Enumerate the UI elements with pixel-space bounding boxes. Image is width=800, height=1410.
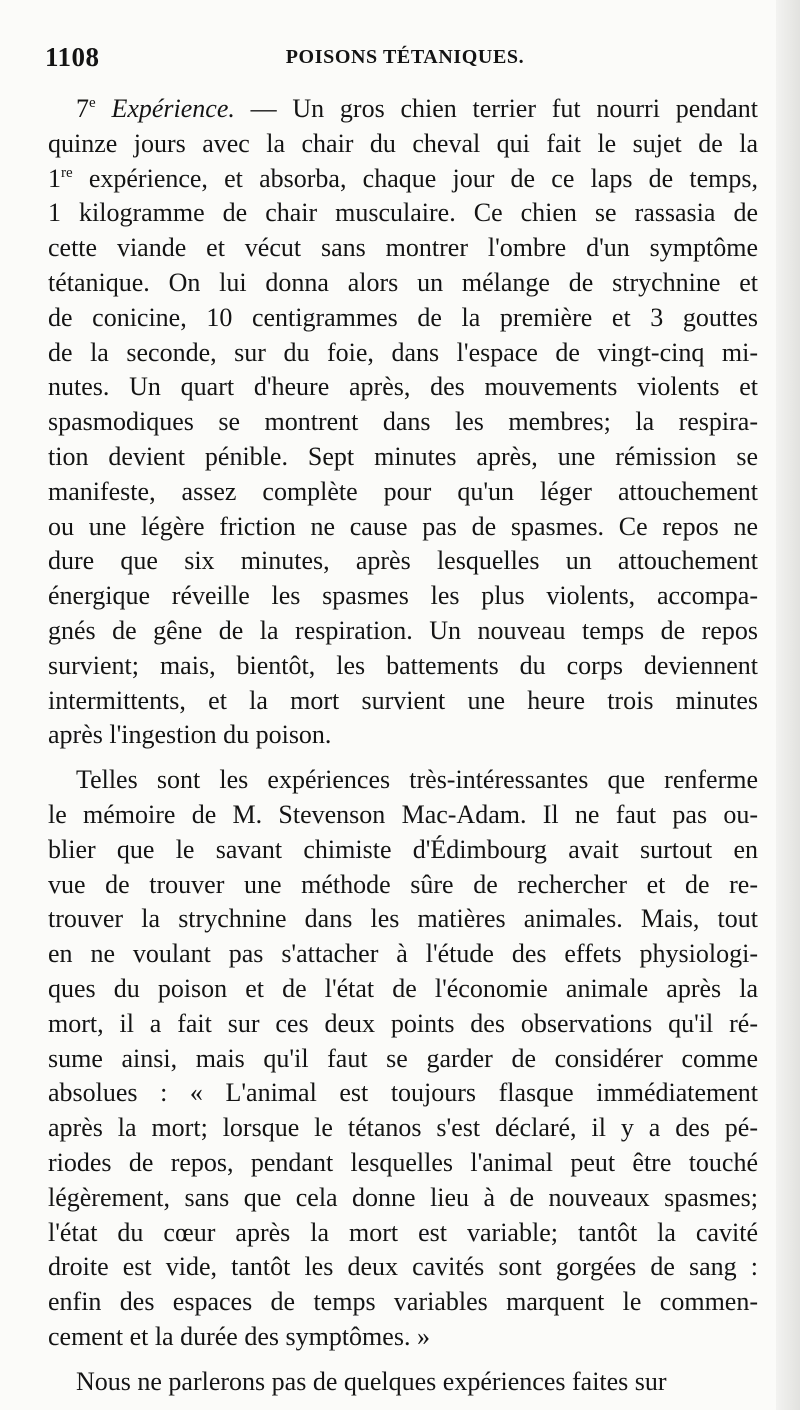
text-line: [48, 684, 758, 719]
text-run: de la seconde, sur du foie, dans l'espace de vingt-cinq mi-: [48, 337, 758, 367]
text-line: [48, 1365, 758, 1400]
text-line: [48, 902, 758, 937]
text-line: [48, 92, 758, 127]
text-line: [48, 763, 758, 798]
text-run: 1 kilogramme de chair musculaire. Ce chien se rassasia de: [48, 198, 758, 228]
text-run: spasmodiques se montrent dans les membres; la respira-: [48, 407, 758, 437]
text-line: [48, 196, 758, 231]
text-run: l'état du cœur après la mort est variable; tantôt la cavité: [48, 1217, 758, 1247]
text-run: 1: [48, 163, 61, 193]
text-run: cette viande et vécut sans montrer l'ombre d'un symptôme: [48, 233, 758, 263]
text-line: [48, 544, 758, 579]
text-line: [48, 1076, 758, 1111]
text-run: droite est vide, tantôt les deux cavités sont gorgées de sang :: [48, 1252, 758, 1282]
text-line: [48, 833, 758, 868]
paragraph: [48, 92, 758, 753]
text-line: [48, 798, 758, 833]
superscript-text: e: [89, 95, 96, 111]
text-run: ou une légère friction ne cause pas de spasmes. Ce repos ne: [48, 511, 758, 541]
text-line: [48, 649, 758, 684]
text-line: [48, 1216, 758, 1251]
text-run: — Un gros chien terrier fut nourri pendant: [234, 94, 759, 123]
text-run: après l'ingestion du poison.: [48, 720, 332, 750]
text-line: [48, 868, 758, 903]
paragraph: [48, 1365, 758, 1400]
text-run: après la mort; lorsque le tétanos s'est déclaré, il y a des pé-: [48, 1113, 758, 1143]
text-run: blier que le savant chimiste d'Édimbourg avait surtout en: [48, 834, 758, 864]
text-line: [48, 1250, 758, 1285]
page-number: 1108: [45, 42, 100, 72]
text-line: [48, 475, 758, 510]
italic-text: Expérience.: [111, 94, 235, 123]
text-run: vue de trouver une méthode sûre de rechercher et de re-: [48, 869, 758, 899]
text-line: [48, 510, 758, 545]
text-run: riodes de repos, pendant lesquelles l'animal peut être touché: [48, 1147, 758, 1177]
text-line: [48, 266, 758, 301]
text-line: [48, 1111, 758, 1146]
text-line: [48, 336, 758, 371]
text-line: [48, 162, 758, 197]
text-line: [48, 1320, 758, 1355]
paragraph: [48, 763, 758, 1355]
text-line: [48, 579, 758, 614]
text-run: [96, 94, 112, 123]
body-text: [48, 92, 758, 1399]
text-line: [48, 370, 758, 405]
text-run: trouver la strychnine dans les matières animales. Mais, tout: [48, 904, 758, 934]
text-run: ques du poison et de l'état de l'économie animale après la: [48, 973, 758, 1003]
text-run: enfin des espaces de temps variables marquent le commen-: [48, 1287, 758, 1317]
text-run: cement et la durée des symptômes. »: [48, 1321, 430, 1351]
text-line: [48, 1181, 758, 1216]
text-run: légèrement, sans que cela donne lieu à de nouveaux spasmes;: [48, 1182, 758, 1212]
text-line: [48, 301, 758, 336]
text-line: [48, 1146, 758, 1181]
text-line: [48, 127, 758, 162]
text-run: mort, il a fait sur ces deux points des observations qu'il ré-: [48, 1008, 758, 1038]
text-run: 7: [76, 94, 89, 123]
text-run: Nous ne parlerons pas de quelques expériences faites sur: [76, 1366, 667, 1396]
text-run: manifeste, assez complète pour qu'un léger attouchement: [48, 476, 758, 506]
text-run: tétanique. On lui donna alors un mélange de strychnine et: [48, 267, 758, 297]
text-run: survient; mais, bientôt, les battements du corps deviennent: [48, 650, 758, 680]
text-line: [48, 937, 758, 972]
running-header: [45, 38, 765, 78]
text-run: absolues : « L'animal est toujours flasque immédiatement: [48, 1078, 758, 1108]
text-run: tion devient pénible. Sept minutes après, une rémission se: [48, 441, 758, 471]
text-run: gnés de gêne de la respiration. Un nouveau temps de repos: [48, 615, 758, 645]
superscript-text: re: [61, 164, 73, 181]
text-line: [48, 718, 758, 753]
text-run: le mémoire de M. Stevenson Mac-Adam. Il ne faut pas ou-: [48, 799, 758, 829]
text-line: [48, 1007, 758, 1042]
text-run: énergique réveille les spasmes les plus violents, accompa-: [48, 581, 758, 611]
text-run: en ne voulant pas s'attacher à l'étude des effets physiologi-: [48, 939, 758, 969]
text-line: [48, 440, 758, 475]
text-run: quinze jours avec la chair du cheval qui fait le sujet de la: [48, 128, 758, 158]
text-line: [48, 1042, 758, 1077]
text-run: dure que six minutes, après lesquelles un attouchement: [48, 546, 758, 576]
text-run: sume ainsi, mais qu'il faut se garder de considérer comme: [48, 1043, 758, 1073]
text-line: [48, 972, 758, 1007]
text-line: [48, 231, 758, 266]
running-title: POISONS TÉTANIQUES.: [285, 46, 525, 68]
text-run: intermittents, et la mort survient une heure trois minutes: [48, 685, 758, 715]
text-line: [48, 405, 758, 440]
text-line: [48, 614, 758, 649]
text-run: nutes. Un quart d'heure après, des mouvements violents et: [48, 372, 758, 402]
page-edge-shadow: [776, 0, 800, 1410]
text-run: de conicine, 10 centigrammes de la première et 3 gouttes: [48, 302, 758, 332]
text-line: [48, 1285, 758, 1320]
text-run: Telles sont les expériences très-intéressantes que renferme: [76, 765, 758, 795]
text-run: expérience, et absorba, chaque jour de ce laps de temps,: [72, 163, 758, 193]
